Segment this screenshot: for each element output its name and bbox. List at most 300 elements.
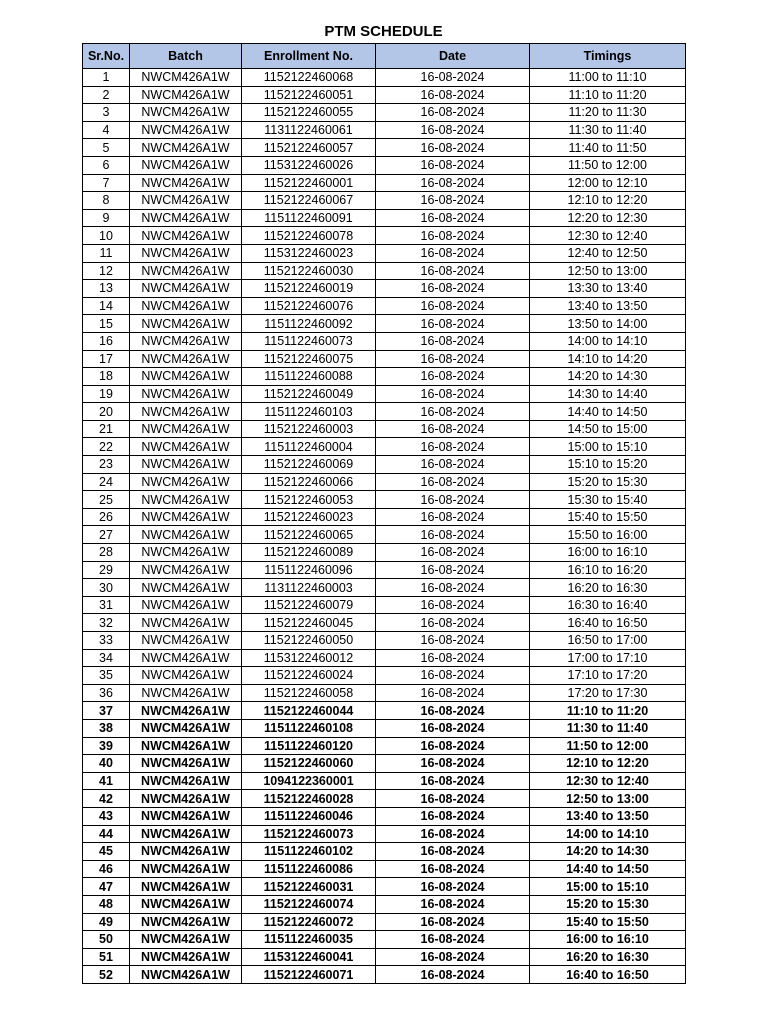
- table-row: [83, 121, 686, 139]
- batch-cell: NWCM426A1W: [130, 350, 242, 368]
- table-row: [83, 579, 686, 597]
- date-cell: 16-08-2024: [376, 139, 530, 157]
- enrollment-no-cell: 1094122360001: [242, 772, 376, 790]
- enrollment-no-cell: 1152122460031: [242, 878, 376, 896]
- sr-no-cell: 7: [83, 174, 130, 192]
- timings-cell: 11:10 to 11:20: [530, 86, 686, 104]
- date-cell: 16-08-2024: [376, 561, 530, 579]
- timings-cell: 12:10 to 12:20: [530, 192, 686, 210]
- sr-no-cell: 38: [83, 719, 130, 737]
- timings-cell: 14:10 to 14:20: [530, 350, 686, 368]
- timings-cell: 11:50 to 12:00: [530, 156, 686, 174]
- sr-no-cell: 47: [83, 878, 130, 896]
- date-cell: 16-08-2024: [376, 491, 530, 509]
- timings-cell: 16:10 to 16:20: [530, 561, 686, 579]
- table-row: [83, 192, 686, 210]
- sr-no-cell: 31: [83, 596, 130, 614]
- table-row: [83, 315, 686, 333]
- enrollment-no-cell: 1152122460019: [242, 280, 376, 298]
- sr-no-cell: 27: [83, 526, 130, 544]
- enrollment-no-cell: 1152122460073: [242, 825, 376, 843]
- table-row: [83, 438, 686, 456]
- sr-no-cell: 42: [83, 790, 130, 808]
- sr-no-cell: 51: [83, 948, 130, 966]
- batch-cell: NWCM426A1W: [130, 121, 242, 139]
- batch-cell: NWCM426A1W: [130, 438, 242, 456]
- date-cell: 16-08-2024: [376, 878, 530, 896]
- date-cell: 16-08-2024: [376, 262, 530, 280]
- enrollment-no-cell: 1152122460055: [242, 104, 376, 122]
- date-cell: 16-08-2024: [376, 104, 530, 122]
- enrollment-no-cell: 1152122460069: [242, 456, 376, 474]
- timings-cell: 13:40 to 13:50: [530, 297, 686, 315]
- sr-no-cell: 39: [83, 737, 130, 755]
- enrollment-no-cell: 1151122460091: [242, 209, 376, 227]
- timings-cell: 11:50 to 12:00: [530, 737, 686, 755]
- table-row: [83, 948, 686, 966]
- batch-cell: NWCM426A1W: [130, 948, 242, 966]
- timings-cell: 14:50 to 15:00: [530, 420, 686, 438]
- enrollment-no-cell: 1151122460046: [242, 807, 376, 825]
- sr-no-cell: 10: [83, 227, 130, 245]
- timings-cell: 17:20 to 17:30: [530, 684, 686, 702]
- sr-no-cell: 15: [83, 315, 130, 333]
- column-header-date: Date: [376, 44, 530, 69]
- date-cell: 16-08-2024: [376, 790, 530, 808]
- sr-no-cell: 18: [83, 368, 130, 386]
- timings-cell: 14:20 to 14:30: [530, 843, 686, 861]
- enrollment-no-cell: 1152122460089: [242, 544, 376, 562]
- enrollment-no-cell: 1152122460072: [242, 913, 376, 931]
- batch-cell: NWCM426A1W: [130, 280, 242, 298]
- table-row: [83, 860, 686, 878]
- sr-no-cell: 33: [83, 632, 130, 650]
- sr-no-cell: 25: [83, 491, 130, 509]
- table-row: [83, 491, 686, 509]
- timings-cell: 11:30 to 11:40: [530, 121, 686, 139]
- enrollment-no-cell: 1152122460001: [242, 174, 376, 192]
- sr-no-cell: 20: [83, 403, 130, 421]
- table-row: [83, 596, 686, 614]
- timings-cell: 11:10 to 11:20: [530, 702, 686, 720]
- timings-cell: 14:00 to 14:10: [530, 825, 686, 843]
- timings-cell: 12:30 to 12:40: [530, 772, 686, 790]
- table-row: [83, 807, 686, 825]
- enrollment-no-cell: 1151122460088: [242, 368, 376, 386]
- enrollment-no-cell: 1152122460058: [242, 684, 376, 702]
- table-row: [83, 174, 686, 192]
- batch-cell: NWCM426A1W: [130, 174, 242, 192]
- date-cell: 16-08-2024: [376, 596, 530, 614]
- table-row: [83, 473, 686, 491]
- timings-cell: 11:30 to 11:40: [530, 719, 686, 737]
- table-row: [83, 297, 686, 315]
- enrollment-no-cell: 1152122460075: [242, 350, 376, 368]
- batch-cell: NWCM426A1W: [130, 332, 242, 350]
- batch-cell: NWCM426A1W: [130, 315, 242, 333]
- date-cell: 16-08-2024: [376, 192, 530, 210]
- batch-cell: NWCM426A1W: [130, 843, 242, 861]
- timings-cell: 14:30 to 14:40: [530, 385, 686, 403]
- table-row: [83, 931, 686, 949]
- table-row: [83, 772, 686, 790]
- date-cell: 16-08-2024: [376, 614, 530, 632]
- sr-no-cell: 37: [83, 702, 130, 720]
- timings-cell: 12:40 to 12:50: [530, 244, 686, 262]
- batch-cell: NWCM426A1W: [130, 632, 242, 650]
- timings-cell: 16:20 to 16:30: [530, 579, 686, 597]
- enrollment-no-cell: 1151122460108: [242, 719, 376, 737]
- date-cell: 16-08-2024: [376, 121, 530, 139]
- sr-no-cell: 19: [83, 385, 130, 403]
- enrollment-no-cell: 1151122460004: [242, 438, 376, 456]
- table-row: [83, 702, 686, 720]
- date-cell: 16-08-2024: [376, 350, 530, 368]
- sr-no-cell: 40: [83, 755, 130, 773]
- batch-cell: NWCM426A1W: [130, 156, 242, 174]
- sr-no-cell: 46: [83, 860, 130, 878]
- batch-cell: NWCM426A1W: [130, 667, 242, 685]
- enrollment-no-cell: 1152122460050: [242, 632, 376, 650]
- table-row: [83, 966, 686, 984]
- timings-cell: 15:20 to 15:30: [530, 895, 686, 913]
- date-cell: 16-08-2024: [376, 420, 530, 438]
- timings-cell: 14:00 to 14:10: [530, 332, 686, 350]
- sr-no-cell: 5: [83, 139, 130, 157]
- sr-no-cell: 16: [83, 332, 130, 350]
- date-cell: 16-08-2024: [376, 807, 530, 825]
- batch-cell: NWCM426A1W: [130, 473, 242, 491]
- table-row: [83, 156, 686, 174]
- sr-no-cell: 26: [83, 508, 130, 526]
- batch-cell: NWCM426A1W: [130, 526, 242, 544]
- timings-cell: 15:10 to 15:20: [530, 456, 686, 474]
- timings-cell: 15:40 to 15:50: [530, 508, 686, 526]
- enrollment-no-cell: 1153122460023: [242, 244, 376, 262]
- date-cell: 16-08-2024: [376, 913, 530, 931]
- enrollment-no-cell: 1151122460102: [242, 843, 376, 861]
- date-cell: 16-08-2024: [376, 825, 530, 843]
- table-row: [83, 420, 686, 438]
- timings-cell: 16:00 to 16:10: [530, 931, 686, 949]
- date-cell: 16-08-2024: [376, 737, 530, 755]
- enrollment-no-cell: 1152122460065: [242, 526, 376, 544]
- batch-cell: NWCM426A1W: [130, 702, 242, 720]
- timings-cell: 13:50 to 14:00: [530, 315, 686, 333]
- sr-no-cell: 44: [83, 825, 130, 843]
- timings-cell: 17:00 to 17:10: [530, 649, 686, 667]
- timings-cell: 14:40 to 14:50: [530, 403, 686, 421]
- enrollment-no-cell: 1131122460003: [242, 579, 376, 597]
- timings-cell: 12:50 to 13:00: [530, 262, 686, 280]
- page-title: PTM SCHEDULE: [324, 23, 443, 40]
- sr-no-cell: 30: [83, 579, 130, 597]
- table-row: [83, 385, 686, 403]
- sr-no-cell: 17: [83, 350, 130, 368]
- table-row: [83, 649, 686, 667]
- timings-cell: 11:20 to 11:30: [530, 104, 686, 122]
- batch-cell: NWCM426A1W: [130, 913, 242, 931]
- date-cell: 16-08-2024: [376, 403, 530, 421]
- table-row: [83, 69, 686, 87]
- date-cell: 16-08-2024: [376, 684, 530, 702]
- table-row: [83, 104, 686, 122]
- table-row: [83, 895, 686, 913]
- batch-cell: NWCM426A1W: [130, 104, 242, 122]
- timings-cell: 15:00 to 15:10: [530, 438, 686, 456]
- date-cell: 16-08-2024: [376, 227, 530, 245]
- timings-cell: 11:40 to 11:50: [530, 139, 686, 157]
- timings-cell: 16:20 to 16:30: [530, 948, 686, 966]
- sr-no-cell: 13: [83, 280, 130, 298]
- batch-cell: NWCM426A1W: [130, 860, 242, 878]
- enrollment-no-cell: 1152122460049: [242, 385, 376, 403]
- sr-no-cell: 32: [83, 614, 130, 632]
- sr-no-cell: 3: [83, 104, 130, 122]
- sr-no-cell: 43: [83, 807, 130, 825]
- batch-cell: NWCM426A1W: [130, 807, 242, 825]
- date-cell: 16-08-2024: [376, 209, 530, 227]
- batch-cell: NWCM426A1W: [130, 579, 242, 597]
- timings-cell: 15:20 to 15:30: [530, 473, 686, 491]
- enrollment-no-cell: 1131122460061: [242, 121, 376, 139]
- table-row: [83, 719, 686, 737]
- sr-no-cell: 34: [83, 649, 130, 667]
- sr-no-cell: 52: [83, 966, 130, 984]
- date-cell: 16-08-2024: [376, 438, 530, 456]
- date-cell: 16-08-2024: [376, 772, 530, 790]
- table-row: [83, 544, 686, 562]
- batch-cell: NWCM426A1W: [130, 139, 242, 157]
- enrollment-no-cell: 1152122460057: [242, 139, 376, 157]
- table-row: [83, 614, 686, 632]
- date-cell: 16-08-2024: [376, 579, 530, 597]
- sr-no-cell: 8: [83, 192, 130, 210]
- batch-cell: NWCM426A1W: [130, 931, 242, 949]
- enrollment-no-cell: 1152122460028: [242, 790, 376, 808]
- batch-cell: NWCM426A1W: [130, 684, 242, 702]
- enrollment-no-cell: 1152122460045: [242, 614, 376, 632]
- batch-cell: NWCM426A1W: [130, 561, 242, 579]
- table-row: [83, 280, 686, 298]
- table-row: [83, 332, 686, 350]
- table-row: [83, 262, 686, 280]
- timings-cell: 16:50 to 17:00: [530, 632, 686, 650]
- batch-cell: NWCM426A1W: [130, 227, 242, 245]
- table-row: [83, 632, 686, 650]
- date-cell: 16-08-2024: [376, 702, 530, 720]
- table-row: [83, 209, 686, 227]
- timings-cell: 16:40 to 16:50: [530, 966, 686, 984]
- column-header-timings: Timings: [530, 44, 686, 69]
- sr-no-cell: 1: [83, 69, 130, 87]
- date-cell: 16-08-2024: [376, 456, 530, 474]
- batch-cell: NWCM426A1W: [130, 614, 242, 632]
- table-row: [83, 667, 686, 685]
- date-cell: 16-08-2024: [376, 332, 530, 350]
- sr-no-cell: 23: [83, 456, 130, 474]
- enrollment-no-cell: 1152122460066: [242, 473, 376, 491]
- table-row: [83, 139, 686, 157]
- date-cell: 16-08-2024: [376, 69, 530, 87]
- table-row: [83, 878, 686, 896]
- date-cell: 16-08-2024: [376, 86, 530, 104]
- batch-cell: NWCM426A1W: [130, 69, 242, 87]
- batch-cell: NWCM426A1W: [130, 508, 242, 526]
- enrollment-no-cell: 1152122460076: [242, 297, 376, 315]
- date-cell: 16-08-2024: [376, 526, 530, 544]
- date-cell: 16-08-2024: [376, 755, 530, 773]
- sr-no-cell: 28: [83, 544, 130, 562]
- table-header-row: [83, 44, 686, 69]
- sr-no-cell: 48: [83, 895, 130, 913]
- date-cell: 16-08-2024: [376, 174, 530, 192]
- timings-cell: 12:00 to 12:10: [530, 174, 686, 192]
- batch-cell: NWCM426A1W: [130, 192, 242, 210]
- enrollment-no-cell: 1151122460035: [242, 931, 376, 949]
- enrollment-no-cell: 1153122460026: [242, 156, 376, 174]
- table-row: [83, 350, 686, 368]
- date-cell: 16-08-2024: [376, 719, 530, 737]
- timings-cell: 15:00 to 15:10: [530, 878, 686, 896]
- table-row: [83, 684, 686, 702]
- table-row: [83, 755, 686, 773]
- enrollment-no-cell: 1152122460074: [242, 895, 376, 913]
- batch-cell: NWCM426A1W: [130, 825, 242, 843]
- sr-no-cell: 24: [83, 473, 130, 491]
- enrollment-no-cell: 1152122460068: [242, 69, 376, 87]
- batch-cell: NWCM426A1W: [130, 297, 242, 315]
- timings-cell: 12:10 to 12:20: [530, 755, 686, 773]
- date-cell: 16-08-2024: [376, 315, 530, 333]
- enrollment-no-cell: 1152122460078: [242, 227, 376, 245]
- enrollment-no-cell: 1151122460096: [242, 561, 376, 579]
- enrollment-no-cell: 1151122460120: [242, 737, 376, 755]
- date-cell: 16-08-2024: [376, 895, 530, 913]
- table-row: [83, 843, 686, 861]
- enrollment-no-cell: 1152122460044: [242, 702, 376, 720]
- timings-cell: 15:40 to 15:50: [530, 913, 686, 931]
- batch-cell: NWCM426A1W: [130, 895, 242, 913]
- sr-no-cell: 49: [83, 913, 130, 931]
- enrollment-no-cell: 1152122460079: [242, 596, 376, 614]
- date-cell: 16-08-2024: [376, 860, 530, 878]
- sr-no-cell: 22: [83, 438, 130, 456]
- timings-cell: 15:30 to 15:40: [530, 491, 686, 509]
- batch-cell: NWCM426A1W: [130, 368, 242, 386]
- date-cell: 16-08-2024: [376, 280, 530, 298]
- table-row: [83, 913, 686, 931]
- timings-cell: 16:40 to 16:50: [530, 614, 686, 632]
- batch-cell: NWCM426A1W: [130, 719, 242, 737]
- enrollment-no-cell: 1152122460003: [242, 420, 376, 438]
- table-row: [83, 227, 686, 245]
- date-cell: 16-08-2024: [376, 385, 530, 403]
- timings-cell: 16:00 to 16:10: [530, 544, 686, 562]
- enrollment-no-cell: 1152122460023: [242, 508, 376, 526]
- date-cell: 16-08-2024: [376, 649, 530, 667]
- timings-cell: 16:30 to 16:40: [530, 596, 686, 614]
- timings-cell: 14:40 to 14:50: [530, 860, 686, 878]
- date-cell: 16-08-2024: [376, 156, 530, 174]
- timings-cell: 14:20 to 14:30: [530, 368, 686, 386]
- batch-cell: NWCM426A1W: [130, 772, 242, 790]
- timings-cell: 12:30 to 12:40: [530, 227, 686, 245]
- table-row: [83, 737, 686, 755]
- sr-no-cell: 6: [83, 156, 130, 174]
- table-row: [83, 526, 686, 544]
- table-row: [83, 456, 686, 474]
- enrollment-no-cell: 1151122460103: [242, 403, 376, 421]
- batch-cell: NWCM426A1W: [130, 966, 242, 984]
- date-cell: 16-08-2024: [376, 544, 530, 562]
- batch-cell: NWCM426A1W: [130, 878, 242, 896]
- sr-no-cell: 14: [83, 297, 130, 315]
- sr-no-cell: 12: [83, 262, 130, 280]
- enrollment-no-cell: 1153122460041: [242, 948, 376, 966]
- column-header-sr-no: Sr.No.: [83, 44, 130, 69]
- column-header-batch: Batch: [130, 44, 242, 69]
- table-row: [83, 86, 686, 104]
- sr-no-cell: 50: [83, 931, 130, 949]
- table-body: [83, 69, 686, 984]
- enrollment-no-cell: 1152122460071: [242, 966, 376, 984]
- batch-cell: NWCM426A1W: [130, 755, 242, 773]
- enrollment-no-cell: 1152122460060: [242, 755, 376, 773]
- enrollment-no-cell: 1152122460030: [242, 262, 376, 280]
- enrollment-no-cell: 1151122460092: [242, 315, 376, 333]
- sr-no-cell: 45: [83, 843, 130, 861]
- sr-no-cell: 36: [83, 684, 130, 702]
- table-row: [83, 244, 686, 262]
- batch-cell: NWCM426A1W: [130, 544, 242, 562]
- sr-no-cell: 41: [83, 772, 130, 790]
- sr-no-cell: 2: [83, 86, 130, 104]
- table-row: [83, 403, 686, 421]
- date-cell: 16-08-2024: [376, 244, 530, 262]
- sr-no-cell: 29: [83, 561, 130, 579]
- date-cell: 16-08-2024: [376, 966, 530, 984]
- enrollment-no-cell: 1152122460051: [242, 86, 376, 104]
- timings-cell: 12:50 to 13:00: [530, 790, 686, 808]
- sr-no-cell: 4: [83, 121, 130, 139]
- date-cell: 16-08-2024: [376, 667, 530, 685]
- sr-no-cell: 11: [83, 244, 130, 262]
- date-cell: 16-08-2024: [376, 297, 530, 315]
- batch-cell: NWCM426A1W: [130, 403, 242, 421]
- table-row: [83, 790, 686, 808]
- table-row: [83, 825, 686, 843]
- ptm-schedule-table: [82, 43, 686, 984]
- enrollment-no-cell: 1152122460053: [242, 491, 376, 509]
- enrollment-no-cell: 1152122460067: [242, 192, 376, 210]
- date-cell: 16-08-2024: [376, 931, 530, 949]
- table-row: [83, 508, 686, 526]
- date-cell: 16-08-2024: [376, 368, 530, 386]
- batch-cell: NWCM426A1W: [130, 262, 242, 280]
- timings-cell: 17:10 to 17:20: [530, 667, 686, 685]
- timings-cell: 13:30 to 13:40: [530, 280, 686, 298]
- batch-cell: NWCM426A1W: [130, 790, 242, 808]
- batch-cell: NWCM426A1W: [130, 86, 242, 104]
- batch-cell: NWCM426A1W: [130, 456, 242, 474]
- sr-no-cell: 21: [83, 420, 130, 438]
- date-cell: 16-08-2024: [376, 632, 530, 650]
- batch-cell: NWCM426A1W: [130, 649, 242, 667]
- batch-cell: NWCM426A1W: [130, 596, 242, 614]
- sr-no-cell: 9: [83, 209, 130, 227]
- batch-cell: NWCM426A1W: [130, 491, 242, 509]
